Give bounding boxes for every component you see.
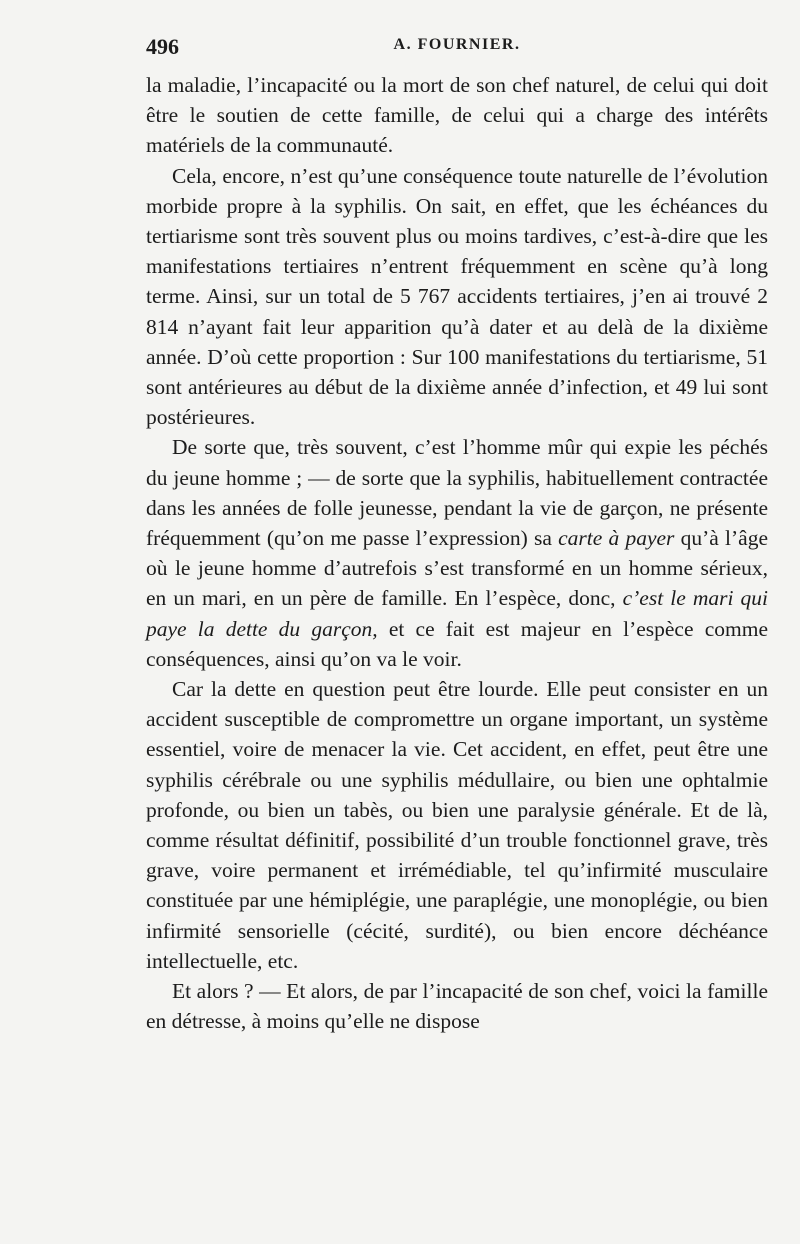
italic-segment: c’est le mari qui paye la dette du garçon, [146, 586, 768, 641]
text-segment: la maladie, l’incapacité ou la mort de son chef naturel, de celui qui doit être le soutien de cette famille, de celui qui a charge des intérêts matériels de la communauté. [146, 73, 768, 158]
text-segment: et ce fait est majeur en l’espèce comme conséquences, ainsi qu’on va le voir. [146, 616, 768, 671]
paragraph [146, 976, 768, 1036]
paragraph [146, 674, 768, 976]
paragraph [146, 432, 768, 674]
page-number: 496 [146, 34, 179, 59]
text-segment: De sorte que, très souvent, c’est l’homme mûr qui expie les péchés du jeune homme ; — de sorte que la syphilis, habituellement contractée dans les années de folle jeunesse, pendant la vie de garçon, ne présente fréquemment (qu’on me passe l’expression) sa [146, 435, 768, 551]
running-head [146, 34, 768, 70]
italic-segment: carte à payer [558, 526, 675, 551]
text-segment: Cela, encore, n’est qu’une conséquence toute naturelle de l’évolution morbide propre à la syphilis. On sait, en effet, que les échéances du tertiarisme sont très souvent plus ou moins tardives, c’est-à-dire que les manifestations tertiaires n’entrent fréquemment en scène qu’à long terme. Ainsi, sur un total de 5 767 accidents tertiaires, j’en ai trouvé 2 814 n’ayant fait leur apparition qu’à dater et au delà de la dixième année. D’où cette proportion : Sur 100 manifestations du tertiarisme, 51 sont antérieures au début de la dixième année d’infection, et 49 lui sont postérieures. [146, 163, 768, 430]
running-title: A. FOURNIER. [393, 36, 521, 53]
paragraph [146, 161, 768, 433]
paragraph [146, 70, 768, 161]
text-segment: Et alors ? — Et alors, de par l’incapacité de son chef, voici la famille en détresse, à moins qu’elle ne dispose [146, 979, 768, 1034]
body-text [146, 70, 768, 1037]
text-segment: Car la dette en question peut être lourde. Elle peut consister en un accident susceptible de compromettre un organe important, un système essentiel, voire de menacer la vie. Cet accident, en effet, peut être une syphilis cérébrale ou une syphilis médullaire, ou bien une ophtalmie profonde, ou bien un tabès, ou bien une paralysie générale. Et de là, comme résultat définitif, possibilité d’un trouble fonctionnel grave, très grave, voire permanent et irrémédiable, tel qu’infirmité musculaire constituée par une hémiplégie, une paraplégie, une monoplégie, ou bien infirmité sensorielle (cécité, surdité), ou bien encore déchéance intellectuelle, etc. [146, 677, 768, 973]
text-segment: qu’à l’âge où le jeune homme d’autrefois s’est transformé en un homme sérieux, en un mari, en un père de famille. En l’espèce, donc, [146, 526, 768, 611]
